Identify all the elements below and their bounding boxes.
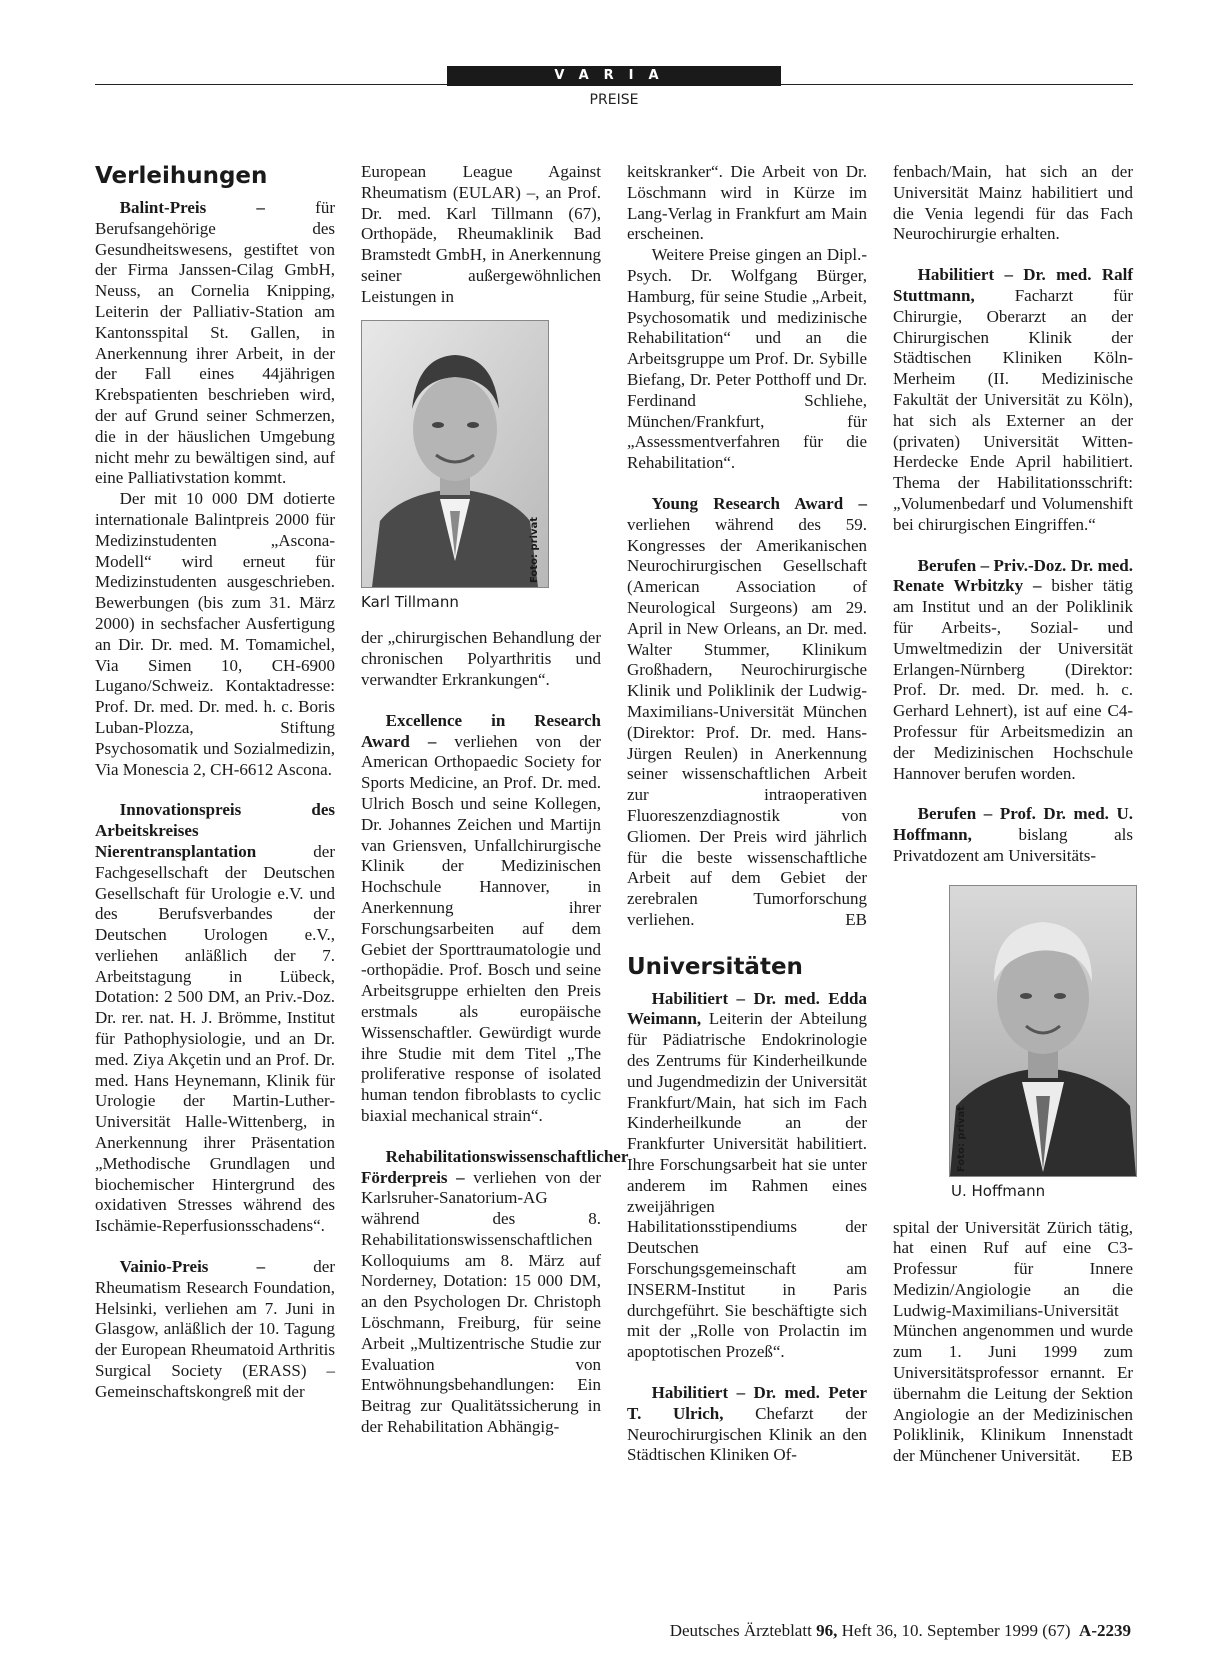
paragraph-text: spital der Universität Zürich tätig, hat einen Ruf auf eine C3-Professur für Innere Medizin/Angiologie an die Ludwig-Maximilians-Universität München angenommen und wurde zum 1. Juni 1999 zum Universitätsprofessor ernannt. Er übernahm die Leitung der Sektion Angiologie an der Medizinischen Poliklinik, Klinikum Innenstadt der Münchener Universität. xyxy=(893,1217,1133,1466)
paragraph-lead: Berufen – Priv.-Doz. Dr. med. Renate Wrbitzky – xyxy=(893,555,1133,596)
section-heading-verleihungen: Verleihungen xyxy=(95,163,268,189)
paragraph-lead: Excellence in Research Award – xyxy=(361,710,601,751)
paragraph xyxy=(95,1257,335,1403)
page-number: A-2239 xyxy=(1079,1621,1131,1640)
paragraph-lead: Balint-Preis – xyxy=(119,198,265,217)
paragraph-lead: Vainio-Preis – xyxy=(119,1257,266,1277)
paragraph-lead: Habilitiert – Dr. med. Ralf Stuttmann, xyxy=(893,265,1133,305)
paragraph xyxy=(627,989,867,1363)
page-footer xyxy=(670,1621,1131,1641)
photo-credit: Foto: privat xyxy=(956,1105,967,1172)
paragraph-text: der Rheumatism Research Foundation, Helsinki, verliehen am 7. Juni in Glasgow, anläßlich der 10. Tagung der European Rheumatoid Arthritis Surgical Society (ERASS) – Gemeinschaftskongreß mit der xyxy=(95,1257,335,1401)
author-signature: EB xyxy=(845,909,867,929)
paragraph xyxy=(893,556,1133,785)
section-label: VARIA xyxy=(447,66,781,86)
photo-caption: U. Hoffmann xyxy=(951,1181,1046,1200)
photo-caption: Karl Tillmann xyxy=(361,592,459,611)
paragraph xyxy=(893,804,1133,866)
paragraph-lead: Habilitiert – Dr. med. Peter T. Ulrich, xyxy=(627,1383,867,1423)
paragraph: Der mit 10 000 DM dotierte internationale Balintpreis 2000 für Medizinstudenten „Ascona-Modell“ wird erneut für Medizinstudenten ausgeschrieben. Bewerbungen (bis zum 31. März 2000) in sechsfacher Ausfertigung an Dir. Dr. med. M. Tomamichel, Via Simen 10, CH-6900 Lugano/Schweiz. Kontaktadresse: Prof. Dr. med. Dr. med. h. c. Boris Luban-Plozza, Stiftung Psychosomatik und Sozialmedizin, Via Monescia 2, CH-6612 Ascona. xyxy=(95,489,335,779)
column-4 xyxy=(893,162,1133,1467)
paragraph xyxy=(893,1218,1133,1468)
paragraph xyxy=(893,265,1133,535)
paragraph xyxy=(361,1146,629,1438)
photo-credit: Foto: privat xyxy=(529,516,541,583)
portrait-image xyxy=(362,321,548,587)
paragraph-lead: Berufen – Prof. Dr. med. U. Hoffmann, xyxy=(893,804,1133,845)
paragraph-lead: Rehabilitationswissenschaftlicher Förderpreis – xyxy=(361,1146,629,1187)
paragraph-lead: Young Research Award – xyxy=(651,493,867,513)
portrait-image xyxy=(950,886,1136,1176)
paragraph: keitskranker“. Die Arbeit von Dr. Löschmann wird in Kürze im Lang-Verlag in Frankfurt am Main erscheinen. xyxy=(627,162,867,244)
paragraph xyxy=(627,1383,867,1466)
paragraph-text: verliehen während des 59. Kongresses der Amerikanischen Neurochirurgischen Gesellschaft (American Association of Neurological Surgeons) am 29. April in New Orleans, an Dr. med. Walter Stummer, Klinikum Großhadern, Neurochirurgische Klinik und Poliklinik der Ludwig-Maximilians-Universität München (Direktor: Prof. Dr. med. Hans-Jürgen Reulen) in Anerkennung seiner wissenschaftlichen Arbeit zur intraoperativen Fluoreszenzdiagnostik von Gliomen. Der Preis wird jährlich für die beste wissenschaftliche Arbeit auf dem Gebiet der zerebralen Tumorforschung verliehen. xyxy=(627,514,867,929)
column-3 xyxy=(627,162,867,1466)
paragraph-lead: Habilitiert – Dr. med. Edda Weimann, xyxy=(627,988,867,1029)
portrait-photo-u-hoffmann xyxy=(949,885,1137,1177)
journal-volume: 96, xyxy=(816,1621,838,1640)
paragraph-text: bisher tätig am Institut und an der Poliklinik für Arbeits-, Sozial- und Umweltmedizin der Universität Erlangen-Nürnberg (Direktor: Prof. Dr. med. Dr. med. h. c. Gerhard Lehnert), ist auf eine C4-Professur für Arbeitsmedizin an der Medizinischen Hochschule Hannover berufen worden. xyxy=(893,576,1133,783)
paragraph-text: Chefarzt der Neurochirurgischen Klinik an den Städtischen Kliniken Of- xyxy=(627,1403,867,1465)
paragraph: Weitere Preise gingen an Dipl.-Psych. Dr. Wolfgang Bürger, Hamburg, für seine Studie „Arbeit, Psychosomatik und medizinische Rehabilitation“ und an die Arbeitsgruppe um Prof. Dr. Sybille Biefang, Dr. Peter Potthoff und Dr. Ferdinand Schliehe, München/Frankfurt, für „Assessmentverfahren für die Rehabilitation“. xyxy=(627,245,867,473)
paragraph xyxy=(361,711,601,1127)
paragraph-lead: Innovationspreis des Arbeitskreises Nierentransplantation xyxy=(95,800,335,861)
paragraph: fenbach/Main, hat sich an der Universität Mainz habilitiert und die Venia legendi für das Fach Neurochirurgie erhalten. xyxy=(893,162,1133,244)
paragraph xyxy=(627,494,867,931)
paragraph: der „chirurgischen Behandlung der chronischen Polyarthritis und verwandter Erkrankungen“. xyxy=(361,628,601,689)
column-1 xyxy=(95,162,335,1403)
journal-name: Deutsches Ärzteblatt xyxy=(669,1621,817,1640)
paragraph: European League Against Rheumatism (EULAR) –, an Prof. Dr. med. Karl Tillmann (67), Orthopäde, Rheumaklinik Bad Bramstedt GmbH, in Anerkennung seiner außergewöhnlichen Leistungen in xyxy=(361,162,601,306)
journal-issue: Heft 36, 10. September 1999 (67) xyxy=(837,1621,1071,1640)
paragraph-text: für Berufsangehörige des Gesundheitswesens, gestiftet von der Firma Janssen-Cilag GmbH, Neuss, an Cornelia Knipping, Leiterin der Palliativ-Station am Kantonsspital St. Gallen, in Anerkennung ihrer Arbeit, in der der Fall eines 44jährigen Krebspatienten beschrieben wird, der auf Grund seiner Schmerzen, die in der häuslichen Umgebung nicht mehr zu bewältigen sind, auf eine Palliativstation kommt. xyxy=(95,198,335,488)
paragraph-text: verliehen von der American Orthopaedic Society for Sports Medicine, an Prof. Dr. med. Ulrich Bosch und seine Kollegen, Dr. Johannes Zeichen und Martijn van Griensven, Unfallchirurgische Klinik der Medizinischen Hochschule Hannover, in Anerkennung ihrer Forschungsarbeiten auf dem Gebiet der Sporttraumatologie und -orthopädie. Prof. Bosch und seine Arbeitsgruppe erhielten den Preis erstmals als europäische Wissenschaftler. Gewürdigt wurde ihre Studie mit dem Titel „The proliferative response of isolated human tendon fibroblasts to cyclic biaxial mechanical strain“. xyxy=(361,731,601,1125)
paragraph-text: bislang als Privatdozent am Universitäts- xyxy=(893,825,1133,865)
paragraph xyxy=(95,800,335,1237)
portrait-photo-karl-tillmann xyxy=(361,320,549,588)
subsection-label: PREISE xyxy=(589,92,639,108)
column-2 xyxy=(361,162,629,1438)
paragraph-text: Leiterin der Abteilung für Pädiatrische Endokrinologie des Zentrums für Kinderheilkunde und Jugendmedizin der Universität Frankfurt/Main, hat sich im Fach Kinderheilkunde an der Frankfurter Universität habilitiert. Ihre Forschungsarbeit hat sie unter anderem im Rahmen eines zweijährigen Habilitationsstipendiums der Deutschen Forschungsgemeinschaft am INSERM-Institut in Paris durchgeführt. Sie beschäftigte sich mit der „Rolle von Prolactin im apoptotischen Prozeß“. xyxy=(627,1009,867,1362)
paragraph-text: der Fachgesellschaft der Deutschen Gesellschaft für Urologie e.V. und des Berufsverbandes der Deutschen Urologen e.V., verliehen anläßlich der 7. Arbeitstagung in Lübeck, Dotation: 2 500 DM, an Priv.-Doz. Dr. rer. nat. H. J. Brömme, Institut für Pathophysiologie, und an Dr. med. Ziya Akçetin und an Prof. Dr. med. Hans Heynemann, Klinik für Urologie der Martin-Luther-Universität Halle-Wittenberg, in Anerkennung ihrer Präsentation „Methodische Grundlagen und biochemischer Hintergrund des oxidativen Stresses während des Ischämie-Reperfusionsschadens“. xyxy=(95,841,335,1236)
paragraph-text: Facharzt für Chirurgie, Oberarzt an der Chirurgischen Klinik der Städtischen Kliniken Köln-Merheim (II. Medizinische Fakultät der Universität zu Köln), hat sich als Externer an der (privaten) Universität Witten-Herdecke Ende April habilitiert. Thema der Habilitationsschrift: „Volumenbedarf und Volumenshift bei chirurgischen Eingriffen.“ xyxy=(893,285,1133,534)
section-heading-universitaeten: Universitäten xyxy=(627,953,803,980)
author-signature: EB xyxy=(1111,1446,1133,1466)
paragraph-text: verliehen von der Karlsruher-Sanatorium-AG während des 8. Rehabilitationswissenschaftlichen Kolloquiums am 8. März auf Norderney, Dotation: 15 000 DM, an den Psychologen Dr. Christoph Löschmann, Freiburg, für seine Arbeit „Multizentrische Studie zur Evaluation von Entwöhnungsbehandlungen: Ein Beitrag zur Qualitätssicherung in der Rehabilitation Abhängig- xyxy=(361,1167,602,1437)
paragraph xyxy=(95,198,335,489)
